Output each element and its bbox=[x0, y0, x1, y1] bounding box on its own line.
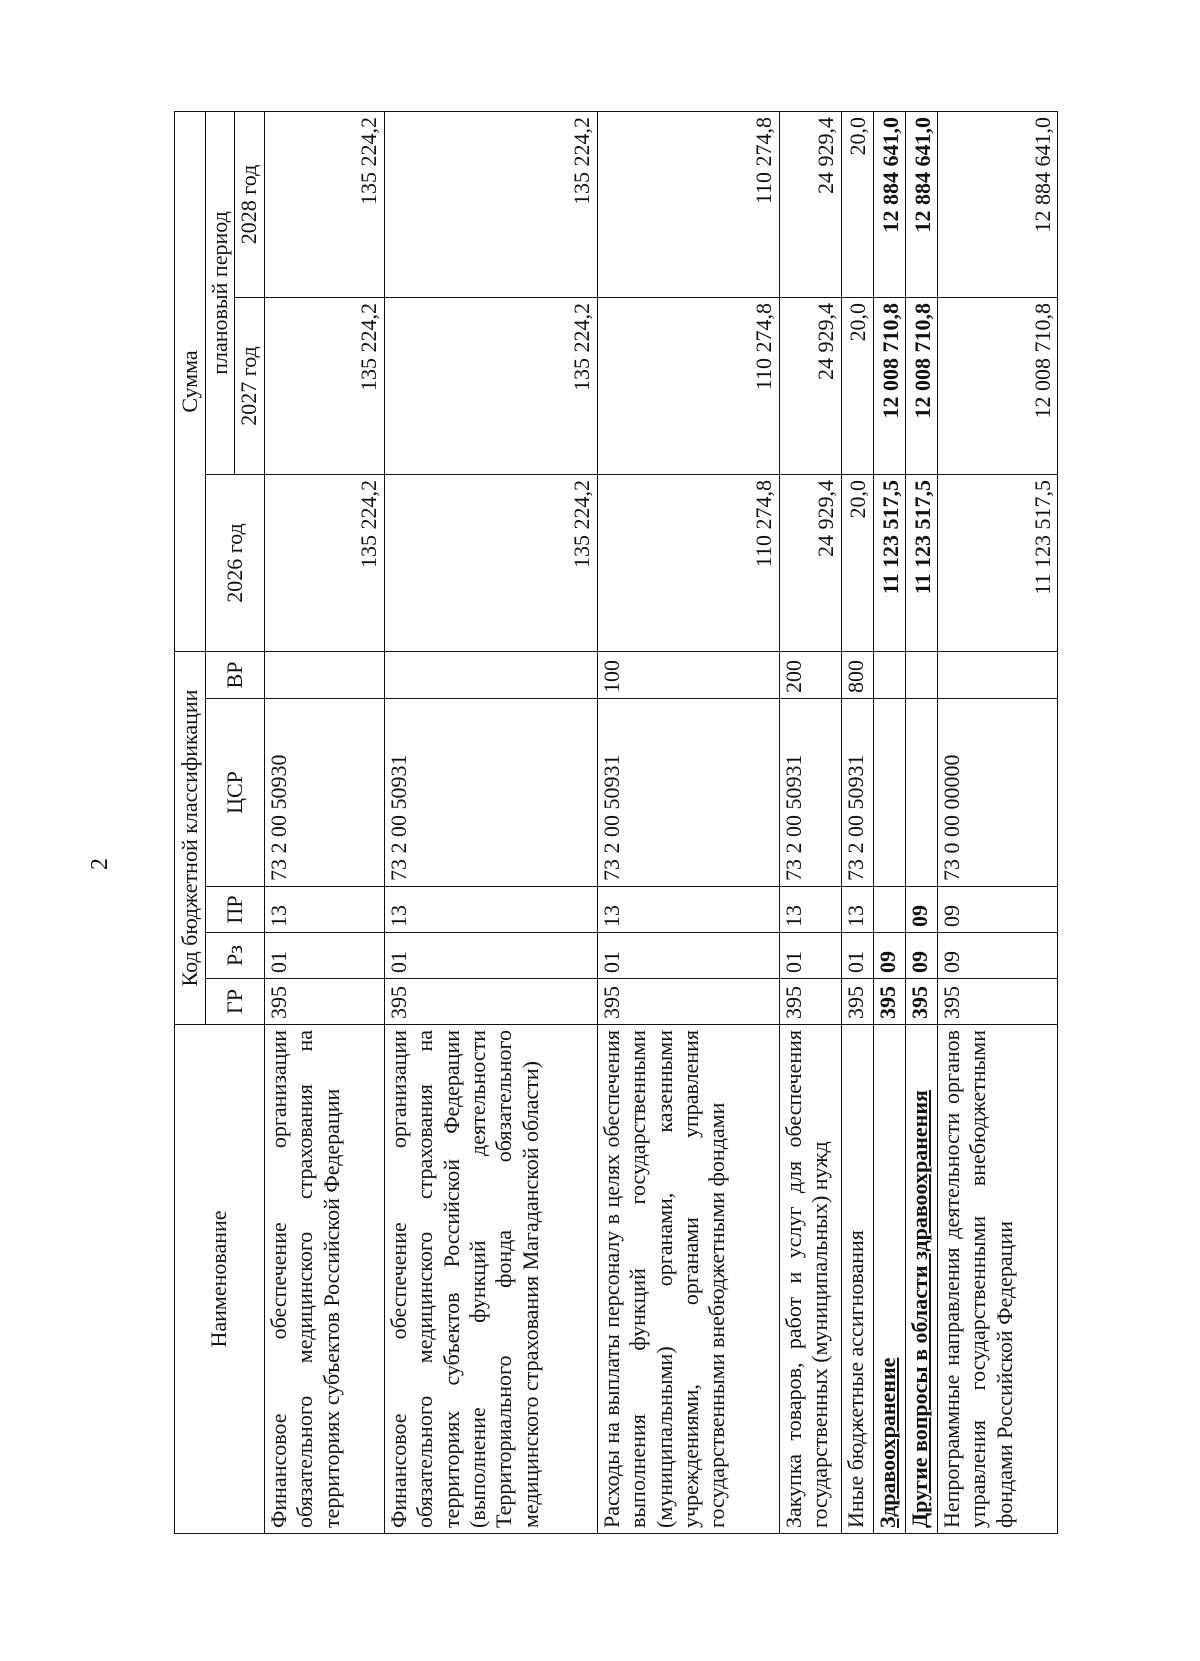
row-2027: 135 224,2 bbox=[384, 298, 597, 475]
row-2028: 24 929,4 bbox=[779, 111, 841, 297]
row-name: Финансовое обеспечение организации обязательного медицинского страхования на территориях субъектов Российской Федерации (выполнение функций деятельности Территориального фонда обязательного медицинского страхования Магаданской области) bbox=[384, 1025, 597, 1534]
row-2028: 12 884 641,0 bbox=[937, 111, 1057, 297]
rotated-table-wrapper bbox=[174, 112, 1058, 1534]
table-row bbox=[597, 111, 779, 1533]
row-2026: 24 929,4 bbox=[779, 475, 841, 652]
row-rz: 01 bbox=[779, 933, 841, 979]
row-name: Иные бюджетные ассигнования bbox=[841, 1025, 873, 1534]
row-name: Непрограммные направления деятельности органов управления государственными внебюджетными фондами Российской Федерации bbox=[937, 1025, 1057, 1534]
row-rz: 01 bbox=[841, 933, 873, 979]
header-year-2026: 2026 год bbox=[206, 475, 265, 652]
header-pr: ПР bbox=[206, 887, 265, 933]
row-2027: 110 274,8 bbox=[597, 298, 779, 475]
header-year-2027: 2027 год bbox=[235, 298, 264, 475]
row-2026: 20,0 bbox=[841, 475, 873, 652]
row-name: Другие вопросы в области здравоохранения bbox=[905, 1025, 937, 1534]
page-number: 2 bbox=[87, 858, 113, 870]
row-2028: 12 884 641,0 bbox=[905, 111, 937, 297]
header-plan-period: плановый период bbox=[206, 111, 235, 474]
row-vr bbox=[937, 652, 1057, 699]
row-2027: 12 008 710,8 bbox=[905, 298, 937, 475]
row-gr: 395 bbox=[841, 979, 873, 1025]
row-2027: 12 008 710,8 bbox=[873, 298, 905, 475]
row-2026: 11 123 517,5 bbox=[873, 475, 905, 652]
row-pr: 13 bbox=[597, 887, 779, 933]
row-csr: 73 2 00 50931 bbox=[841, 699, 873, 887]
row-pr: 09 bbox=[905, 887, 937, 933]
row-rz: 09 bbox=[873, 933, 905, 979]
header-sum: Сумма bbox=[175, 111, 206, 651]
row-2026: 11 123 517,5 bbox=[905, 475, 937, 652]
row-gr: 395 bbox=[779, 979, 841, 1025]
row-2027: 24 929,4 bbox=[779, 298, 841, 475]
row-name: Расходы на выплаты персоналу в целях обеспечения выполнения функций государственными (муниципальными) органами, казенными учреждениями, органами управления государственными внебюджетными фондами bbox=[597, 1025, 779, 1534]
row-2026: 135 224,2 bbox=[384, 475, 597, 652]
row-rz: 09 bbox=[905, 933, 937, 979]
header-year-2028: 2028 год bbox=[235, 111, 264, 297]
row-vr bbox=[264, 652, 384, 699]
row-pr bbox=[873, 887, 905, 933]
table-row bbox=[873, 111, 905, 1533]
table-row bbox=[937, 111, 1057, 1533]
row-vr bbox=[873, 652, 905, 699]
header-vr: ВР bbox=[206, 652, 265, 699]
row-vr bbox=[905, 652, 937, 699]
table-row bbox=[779, 111, 841, 1533]
row-pr: 09 bbox=[937, 887, 1057, 933]
row-2026: 11 123 517,5 bbox=[937, 475, 1057, 652]
row-2028: 12 884 641,0 bbox=[873, 111, 905, 297]
row-csr bbox=[905, 699, 937, 887]
header-name: Наименование bbox=[175, 1025, 265, 1534]
row-gr: 395 bbox=[597, 979, 779, 1025]
row-name: Здравоохранение bbox=[873, 1025, 905, 1534]
row-gr: 395 bbox=[905, 979, 937, 1025]
row-gr: 395 bbox=[873, 979, 905, 1025]
header-gr: ГР bbox=[206, 979, 265, 1025]
budget-table bbox=[174, 111, 1058, 1534]
header-rz: Рз bbox=[206, 933, 265, 979]
row-2028: 135 224,2 bbox=[264, 111, 384, 297]
row-rz: 01 bbox=[597, 933, 779, 979]
row-vr: 200 bbox=[779, 652, 841, 699]
row-gr: 395 bbox=[384, 979, 597, 1025]
row-name: Финансовое обеспечение организации обязательного медицинского страхования на территориях субъектов Российской Федерации bbox=[264, 1025, 384, 1534]
row-name: Закупка товаров, работ и услуг для обеспечения государственных (муниципальных) нужд bbox=[779, 1025, 841, 1534]
row-2028: 135 224,2 bbox=[384, 111, 597, 297]
row-pr: 13 bbox=[384, 887, 597, 933]
table-row bbox=[384, 111, 597, 1533]
row-pr: 13 bbox=[841, 887, 873, 933]
row-2026: 135 224,2 bbox=[264, 475, 384, 652]
row-2027: 12 008 710,8 bbox=[937, 298, 1057, 475]
row-2028: 110 274,8 bbox=[597, 111, 779, 297]
row-2028: 20,0 bbox=[841, 111, 873, 297]
row-rz: 01 bbox=[384, 933, 597, 979]
row-vr: 100 bbox=[597, 652, 779, 699]
row-csr: 73 0 00 00000 bbox=[937, 699, 1057, 887]
row-pr: 13 bbox=[779, 887, 841, 933]
header-code-group: Код бюджетной классификации bbox=[175, 652, 206, 1025]
row-gr: 395 bbox=[937, 979, 1057, 1025]
row-csr: 73 2 00 50930 bbox=[264, 699, 384, 887]
header-csr: ЦСР bbox=[206, 699, 265, 887]
table-row bbox=[841, 111, 873, 1533]
table-row bbox=[905, 111, 937, 1533]
row-csr: 73 2 00 50931 bbox=[597, 699, 779, 887]
table-row bbox=[264, 111, 384, 1533]
row-vr bbox=[384, 652, 597, 699]
row-vr: 800 bbox=[841, 652, 873, 699]
row-csr: 73 2 00 50931 bbox=[779, 699, 841, 887]
row-rz: 09 bbox=[937, 933, 1057, 979]
row-2027: 20,0 bbox=[841, 298, 873, 475]
row-2026: 110 274,8 bbox=[597, 475, 779, 652]
row-csr: 73 2 00 50931 bbox=[384, 699, 597, 887]
row-pr: 13 bbox=[264, 887, 384, 933]
row-csr bbox=[873, 699, 905, 887]
row-gr: 395 bbox=[264, 979, 384, 1025]
row-2027: 135 224,2 bbox=[264, 298, 384, 475]
row-rz: 01 bbox=[264, 933, 384, 979]
